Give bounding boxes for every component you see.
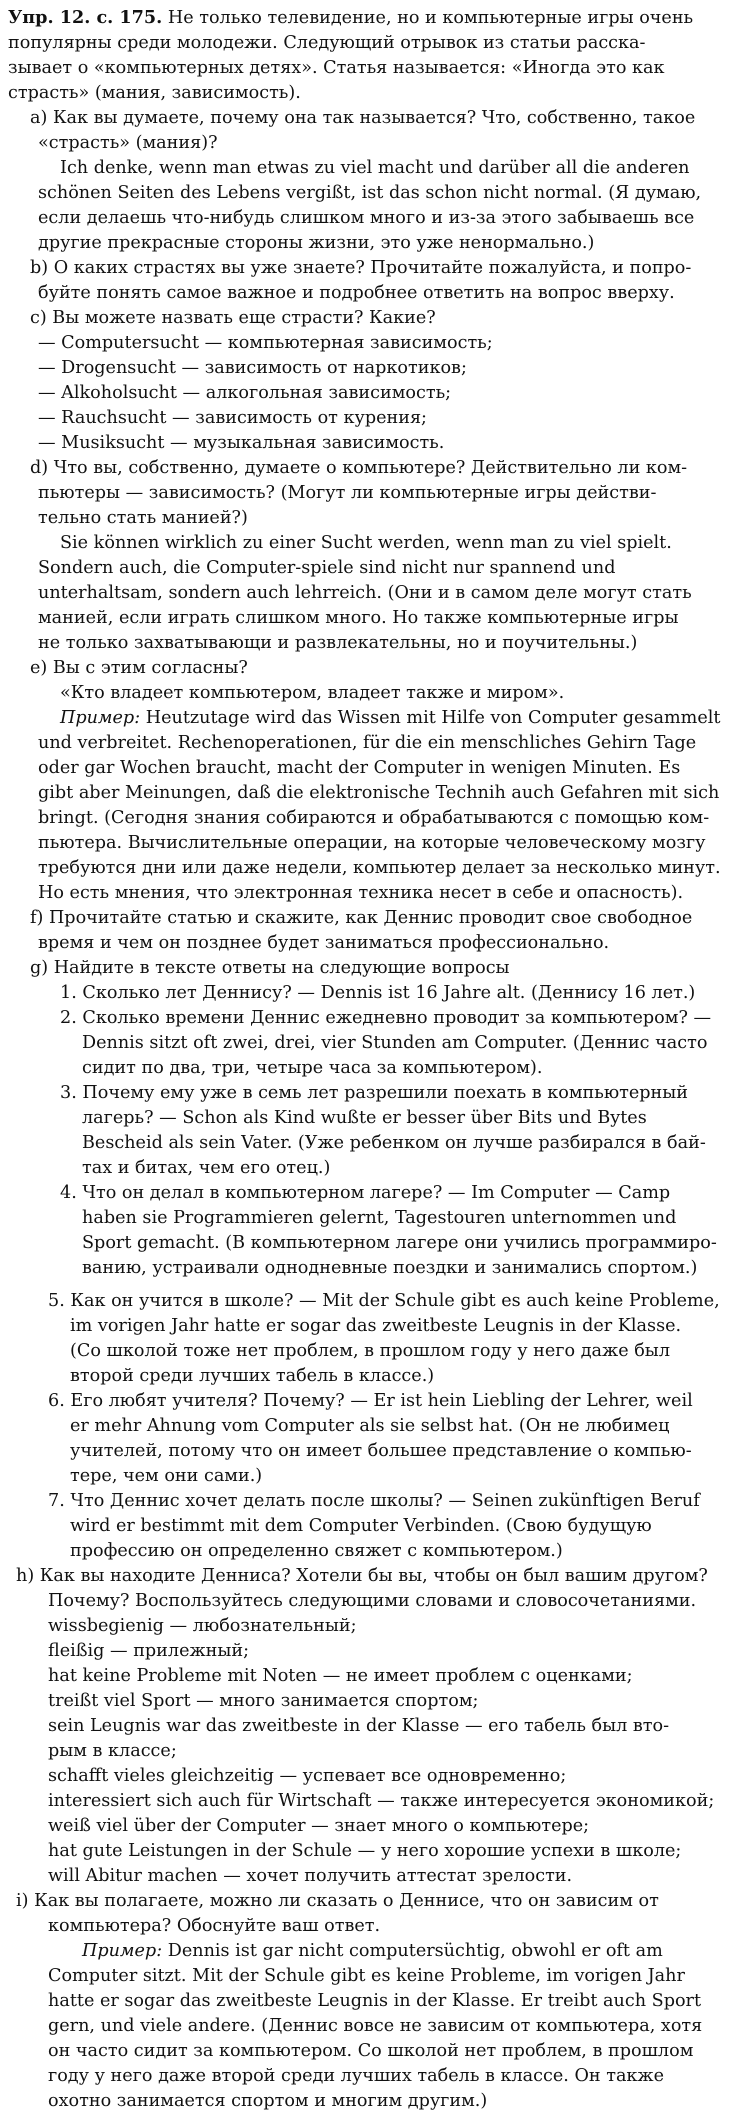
text-line: [8, 581, 742, 606]
line-text: компьютера? Обоснуйте ваш ответ.: [48, 1916, 381, 1936]
text-line: [8, 906, 742, 931]
example-label: Пример:: [60, 708, 141, 728]
line-text: Dennis sitzt oft zwei, drei, vier Stunden am Computer. (Деннис часто: [82, 1033, 708, 1053]
text-line: [8, 2039, 742, 2064]
text-line: [8, 1131, 742, 1156]
text-line: [8, 1339, 742, 1364]
text-line: [8, 406, 742, 431]
text-line: [8, 181, 742, 206]
line-text: — Alkoholsucht — алкогольная зависимость;: [38, 383, 452, 403]
text-line: [8, 156, 742, 181]
line-text: gibt aber Meinungen, daß die elektronische Technih auch Gefahren mit sich: [38, 783, 720, 803]
text-line: [8, 1964, 742, 1989]
text-line: [8, 2014, 742, 2039]
line-text: тах и битах, чем его отец.): [82, 1158, 331, 1178]
text-line: [8, 1364, 742, 1389]
text-line: [8, 631, 742, 656]
text-line: [8, 1414, 742, 1439]
text-line: [8, 381, 742, 406]
line-text: 7. Что Деннис хочет делать после школы? — Seinen zukünftigen Beruf: [48, 1491, 700, 1511]
line-text: g) Найдите в тексте ответы на следующие вопросы: [30, 958, 510, 978]
line-text: тельно стать манией?): [38, 508, 248, 528]
line-text: — Musiksucht — музыкальная зависимость.: [38, 433, 445, 453]
text-line: [8, 1814, 742, 1839]
line-text: gern, und viele andere. (Деннис вовсе не зависим от компьютера, хотя: [48, 2016, 703, 2036]
line-text: пьютера. Вычислительные операции, на которые человеческому мозгу: [38, 833, 706, 853]
text-line: [8, 481, 742, 506]
line-text: Sport gemacht. (В компьютерном лагере они учились программиро-: [82, 1233, 717, 1253]
text-line: [8, 356, 742, 381]
heading-line: зывает о «компьютерных детях». Статья называется: «Иногда это как: [8, 58, 665, 78]
exercise-body: [8, 106, 742, 2114]
text-line: [8, 756, 742, 781]
text-line: [8, 881, 742, 906]
text-line: [8, 231, 742, 256]
line-text: требуются дни или даже недели, компьютер делает за несколько минут.: [38, 858, 721, 878]
text-line: [8, 1689, 742, 1714]
line-text: манией, если играть слишком много. Но также компьютерные игры: [38, 608, 679, 628]
text-line: [8, 1514, 742, 1539]
line-text: a) Как вы думаете, почему она так называется? Что, собственно, такое: [30, 108, 696, 128]
line-text: Sie können wirklich zu einer Sucht werden, wenn man zu viel spielt.: [60, 533, 672, 553]
text-line: [8, 1006, 742, 1031]
line-text: schafft vieles gleichzeitig — успевает все одновременно;: [48, 1766, 567, 1786]
spacer: [8, 1281, 742, 1289]
line-text: oder gar Wochen braucht, macht der Computer in wenigen Minuten. Es: [38, 758, 681, 778]
text-line: [8, 1939, 742, 1964]
text-line: [8, 1664, 742, 1689]
text-line: [8, 106, 742, 131]
line-text: wird er bestimmt mit dem Computer Verbinden. (Свою будущую: [70, 1516, 652, 1536]
text-line: [8, 681, 742, 706]
line-text: охотно занимается спортом и многим другим.): [48, 2091, 488, 2111]
line-text: Computer sitzt. Mit der Schule gibt es keine Probleme, im vorigen Jahr: [48, 1966, 685, 1986]
line-text: 1. Сколько лет Деннису? — Dennis ist 16 Jahre alt. (Деннису 16 лет.): [60, 983, 696, 1003]
text-line: [8, 806, 742, 831]
line-text: рым в классе;: [48, 1741, 177, 1761]
text-line: [8, 1739, 742, 1764]
line-text: Ich denke, wenn man etwas zu viel macht und darüber all die anderen: [60, 158, 690, 178]
line-text: hat keine Probleme mit Noten — не имеет проблем с оценками;: [48, 1666, 633, 1686]
line-text: Но есть мнения, что электронная техника несет в себе и опасность).: [38, 883, 684, 903]
text-line: [8, 131, 742, 156]
line-text: b) О каких страстях вы уже знаете? Прочитайте пожалуйста, и попро-: [30, 258, 692, 278]
text-line: [8, 1439, 742, 1464]
text-line: [8, 281, 742, 306]
line-text: 4. Что он делал в компьютерном лагере? — Im Computer — Camp: [60, 1183, 671, 1203]
text-line: [8, 981, 742, 1006]
heading-text: Не только телевидение, но и компьютерные игры очень: [162, 8, 694, 28]
text-line: [8, 1031, 742, 1056]
line-text: c) Вы можете назвать еще страсти? Какие?: [30, 308, 436, 328]
line-text: im vorigen Jahr hatte er sogar das zweitbeste Leugnis in der Klasse.: [70, 1316, 682, 1336]
text-line: [8, 856, 742, 881]
line-text: пьютеры — зависимость? (Могут ли компьютерные игры действи-: [38, 483, 657, 503]
text-line: [8, 1789, 742, 1814]
text-line: [8, 1256, 742, 1281]
line-text: учителей, потому что он имеет большее представление о компью-: [70, 1441, 692, 1461]
text-line: [8, 331, 742, 356]
line-text: (Со школой тоже нет проблем, в прошлом году у него даже был: [70, 1341, 670, 1361]
line-text: Bescheid als sein Vater. (Уже ребенком он лучше разбирался в бай-: [82, 1133, 706, 1153]
text-line: [8, 431, 742, 456]
text-line: [8, 306, 742, 331]
line-text: он часто сидит за компьютером. Со школой нет проблем, в прошлом: [48, 2041, 694, 2061]
text-line: [8, 1614, 742, 1639]
line-text: 5. Как он учится в школе? — Mit der Schule gibt es auch keine Probleme,: [48, 1291, 720, 1311]
line-text: Sondern auch, die Computer-spiele sind nicht nur spannend und: [38, 558, 616, 578]
example-label: Пример:: [82, 1941, 163, 1961]
text-line: [8, 1081, 742, 1106]
text-line: [8, 506, 742, 531]
text-line: [8, 256, 742, 281]
line-text: haben sie Programmieren gelernt, Tagestouren unternommen und: [82, 1208, 677, 1228]
text-line: [8, 1539, 742, 1564]
exercise-label: Упр. 12. с. 175.: [8, 7, 163, 28]
line-text: sein Leugnis war das zweitbeste in der Klasse — его табель был вто-: [48, 1716, 670, 1736]
text-line: [8, 606, 742, 631]
line-text: сидит по два, три, четыре часа за компьютером).: [82, 1058, 543, 1078]
line-text: — Drogensucht — зависимость от наркотиков;: [38, 358, 467, 378]
line-text: hatte er sogar das zweitbeste Leugnis in der Klasse. Er treibt auch Sport: [48, 1991, 702, 2011]
line-text: wissbegienig — любознательный;: [48, 1616, 357, 1636]
line-text: — Rauchsucht — зависимость от курения;: [38, 408, 427, 428]
line-text: ванию, устраивали однодневные поездки и занимались спортом.): [82, 1258, 698, 1278]
line-text: не только захватывающи и развлекательны, но и поучительны.): [38, 633, 638, 653]
line-text: bringt. (Сегодня знания собираются и обрабатываются с помощью ком-: [38, 808, 710, 828]
text-line: [8, 1231, 742, 1256]
text-line: [8, 956, 742, 981]
text-line: [8, 1839, 742, 1864]
line-text: 6. Его любят учителя? Почему? — Er ist hein Liebling der Lehrer, weil: [48, 1391, 693, 1411]
text-line: [8, 781, 742, 806]
heading-line: страсть» (мания, зависимость).: [8, 83, 301, 103]
text-line: [8, 706, 742, 731]
line-text: hat gute Leistungen in der Schule — у него хорошие успехи в школе;: [48, 1841, 682, 1861]
text-line: [8, 531, 742, 556]
text-line: [8, 1864, 742, 1889]
line-text: interessiert sich auch für Wirtschaft — также интересуется экономикой;: [48, 1791, 715, 1811]
line-text: другие прекрасные стороны жизни, это уже ненормально.): [38, 233, 595, 253]
line-text: e) Вы с этим согласны?: [30, 658, 248, 678]
line-text: «страсть» (мания)?: [38, 133, 218, 153]
text-line: [8, 2064, 742, 2089]
text-line: [8, 1156, 742, 1181]
line-text: f) Прочитайте статью и скажите, как Деннис проводит свое свободное: [30, 908, 693, 928]
line-text: weiß viel über der Computer — знает много о компьютере;: [48, 1816, 590, 1836]
line-text: h) Как вы находите Денниса? Хотели бы вы, чтобы он был вашим другом?: [16, 1566, 708, 1586]
line-text: er mehr Ahnung vom Computer als sie selbst hat. (Он не любимец: [70, 1416, 670, 1436]
text-line: [8, 556, 742, 581]
text-line: [8, 1889, 742, 1914]
line-text: treißt viel Sport — много занимается спортом;: [48, 1691, 479, 1711]
line-text: буйте понять самое важное и подробнее ответить на вопрос вверху.: [38, 283, 675, 303]
line-text: 2. Сколько времени Деннис ежедневно проводит за компьютером? —: [60, 1008, 712, 1028]
text-line: [8, 1639, 742, 1664]
line-text: «Кто владеет компьютером, владеет также и миром».: [60, 683, 565, 703]
text-line: [8, 1714, 742, 1739]
line-text: unterhaltsam, sondern auch lehrreich. (Они и в самом деле могут стать: [38, 583, 692, 603]
text-line: [8, 2089, 742, 2114]
line-text: — Computersucht — компьютерная зависимость;: [38, 333, 493, 353]
text-line: [8, 1389, 742, 1414]
line-text: fleißig — прилежный;: [48, 1641, 250, 1661]
line-text: если делаешь что-нибудь слишком много и из-за этого забываешь все: [38, 208, 695, 228]
line-text: d) Что вы, собственно, думаете о компьютере? Действительно ли ком-: [30, 458, 688, 478]
text-line: [8, 1106, 742, 1131]
line-text: und verbreitet. Rechenoperationen, für die ein menschliches Gehirn Tage: [38, 733, 697, 753]
text-line: [8, 1914, 742, 1939]
text-line: [8, 1181, 742, 1206]
line-text: Heutzutage wird das Wissen mit Hilfe von Computer gesammelt: [145, 708, 721, 728]
line-text: году у него даже второй среди лучших табель в классе. Он также: [48, 2066, 665, 2086]
text-line: [8, 1764, 742, 1789]
text-line: [8, 1056, 742, 1081]
text-line: [8, 931, 742, 956]
text-line: [8, 1564, 742, 1589]
heading-line: популярны среди молодежи. Следующий отрывок из статьи расска-: [8, 33, 646, 53]
line-text: второй среди лучших табель в классе.): [70, 1366, 435, 1386]
text-line: [8, 1289, 742, 1314]
text-line: [8, 1206, 742, 1231]
text-line: [8, 1589, 742, 1614]
text-line: [8, 206, 742, 231]
text-line: [8, 1489, 742, 1514]
text-line: [8, 1989, 742, 2014]
line-text: 3. Почему ему уже в семь лет разрешили поехать в компьютерный: [60, 1083, 689, 1103]
text-line: [8, 1314, 742, 1339]
line-text: Почему? Воспользуйтесь следующими словами и словосочетаниями.: [48, 1591, 697, 1611]
line-text: тере, чем они сами.): [70, 1466, 263, 1486]
line-text: schönen Seiten des Lebens vergißt, ist das schon nicht normal. (Я думаю,: [38, 183, 702, 203]
exercise-heading: [8, 5, 742, 31]
line-text: время и чем он позднее будет заниматься профессионально.: [38, 933, 610, 953]
text-line: [8, 731, 742, 756]
line-text: will Abitur machen — хочет получить аттестат зрелости.: [48, 1866, 573, 1886]
line-text: лагерь? — Schon als Kind wußte er besser über Bits und Bytes: [82, 1108, 647, 1128]
text-line: [8, 656, 742, 681]
line-text: i) Как вы полагаете, можно ли сказать о Деннисе, что он зависим от: [16, 1891, 659, 1911]
line-text: профессию он определенно свяжет с компьютером.): [70, 1541, 563, 1561]
text-line: [8, 456, 742, 481]
text-line: [8, 831, 742, 856]
line-text: Dennis ist gar nicht computersüchtig, obwohl er oft am: [167, 1941, 663, 1961]
text-line: [8, 1464, 742, 1489]
